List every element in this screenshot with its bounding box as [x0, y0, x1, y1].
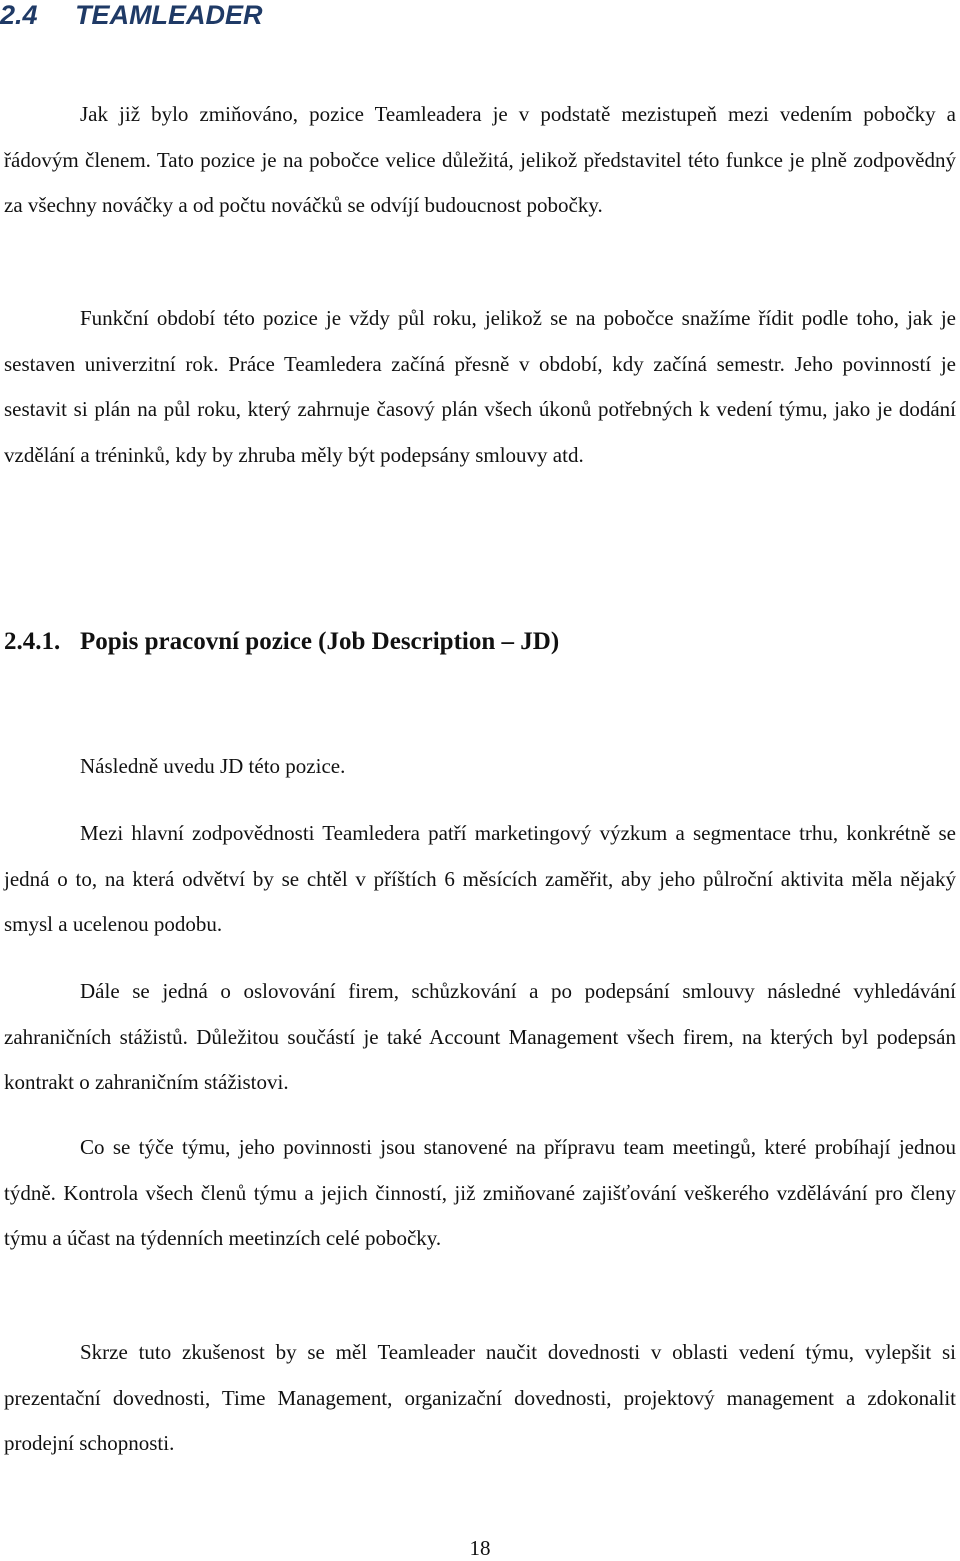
paragraph: Skrze tuto zkušenost by se měl Teamleader naučit dovednosti v oblasti vedení týmu, vylepšit si prezentační dovednosti, Time Management, organizační dovednosti, projektový management a zdokonalit prodejní schopnosti. — [4, 1340, 956, 1455]
page-number: 18 — [469, 1536, 491, 1560]
subsection-title: Popis pracovní pozice (Job Description – JD) — [80, 628, 560, 655]
paragraph: Mezi hlavní zodpovědnosti Teamledera patří marketingový výzkum a segmentace trhu, konkrétně se jedná o to, na která odvětví by se chtěl v příštích 6 měsících zaměřit, aby jeho půlroční aktivita měla nějaký smysl a ucelenou podobu. — [4, 821, 956, 936]
section-number: 2.4 — [0, 0, 38, 30]
paragraph: Dále se jedná o oslovování firem, schůzkování a po podepsání smlouvy následné vyhledávání zahraničních stážistů. Důležitou součástí je také Account Management všech firem, na kterých byl podepsán kontrakt o zahraničním stážistovi. — [4, 979, 956, 1094]
subsection-heading — [4, 622, 559, 662]
paragraph: Následně uvedu JD této pozice. — [80, 754, 346, 778]
section-heading — [0, 0, 263, 30]
paragraph: Co se týče týmu, jeho povinnosti jsou stanovené na přípravu team meetingů, které probíhají jednou týdně. Kontrola všech členů týmu a jejich činností, již zmiňované zajišťování veškerého vzdělávání pro členy týmu a účast na týdenních meetinzích celé pobočky. — [4, 1135, 956, 1250]
subsection-number: 2.4.1. — [4, 628, 61, 655]
section-title: TEAMLEADER — [75, 0, 263, 30]
paragraph: Funkční období této pozice je vždy půl roku, jelikož se na pobočce snažíme řídit podle toho, jak je sestaven univerzitní rok. Práce Teamledera začíná přesně v období, kdy začíná semestr. Jeho povinností je sestavit si plán na půl roku, který zahrnuje časový plán všech úkonů potřebných k vedení týmu, jako je dodání vzdělání a tréninků, kdy by zhruba měly být podepsány smlouvy atd. — [4, 306, 956, 467]
paragraph: Jak již bylo zmiňováno, pozice Teamleadera je v podstatě mezistupeň mezi vedením pobočky a řádovým členem. Tato pozice je na pobočce velice důležitá, jelikož představitel této funkce je plně zodpovědný za všechny nováčky a od počtu nováčků se odvíjí budoucnost pobočky. — [4, 102, 956, 217]
